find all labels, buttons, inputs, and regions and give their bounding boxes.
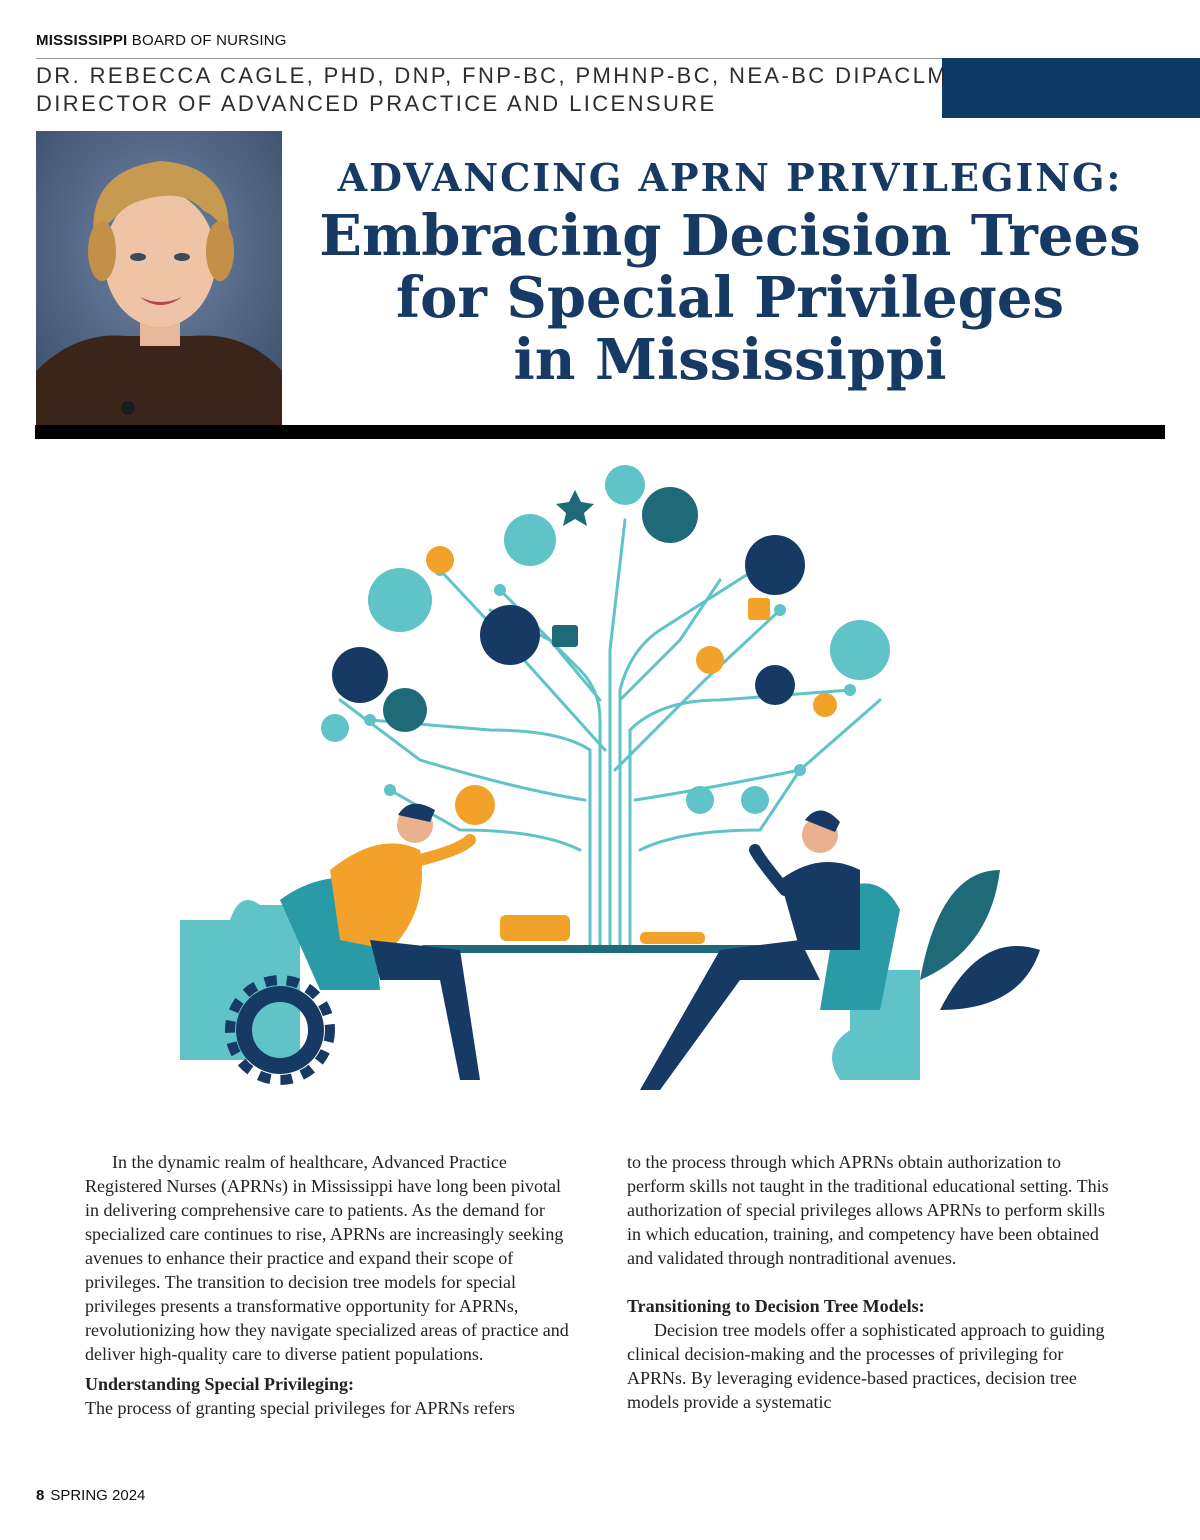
article-title (300, 152, 1160, 393)
byline-rule (36, 58, 942, 59)
heading-transitioning-decision-tree: Transitioning to Decision Tree Models: (627, 1296, 925, 1316)
body-column-2 (627, 1150, 1117, 1414)
issue-label: SPRING 2024 (50, 1487, 146, 1504)
paragraph-intro: In the dynamic realm of healthcare, Advanced Practice Registered Nurses (APRNs) in Mississippi have long been pivotal in delivering comprehensive care to patients. As the demand for specialized care continues to rise, APRNs are increasingly seeking avenues to enhance their practice and expand their scope of privileges. The transition to decision tree models for special privileges presents a transformative opportunity for APRNs, revolutionizing how they navigate specialized areas of practice and deliver high-quality care to diverse patient populations. (85, 1152, 569, 1364)
paragraph-special-privileging-start: The process of granting special privileges for APRNs refers (85, 1398, 515, 1418)
decision-tree-illustration (160, 450, 1060, 1100)
author-byline (36, 62, 948, 118)
header-accent-block (942, 58, 1200, 118)
paragraph-special-privileging-continued: to the process through which APRNs obtain authorization to perform skills not taught in the traditional educational setting. This authorization of special privileges allows APRNs to perform skills in which education, training, and competency have been obtained and validated through nontraditional avenues. (627, 1152, 1109, 1268)
masthead-publication-bold: MISSISSIPPI (36, 32, 128, 49)
title-line-3: in Mississippi (513, 327, 947, 393)
masthead-publication-rest: BOARD OF NURSING (131, 32, 287, 49)
paragraph-decision-tree-models: Decision tree models offer a sophisticated approach to guiding clinical decision-making and the processes of privileging for APRNs. By leveraging evidence-based practices, decision tree models provide a systematic (627, 1320, 1105, 1412)
author-photo (36, 131, 282, 425)
page-footer (36, 1487, 145, 1504)
title-line-2: for Special Privileges (395, 265, 1064, 331)
title-line-1: Embracing Decision Trees (319, 203, 1141, 269)
title-divider-bar (35, 425, 1165, 439)
author-name-credentials: DR. REBECCA CAGLE, PHD, DNP, FNP-BC, PMHNP-BC, NEA-BC DIPACLM (36, 63, 949, 88)
title-kicker: ADVANCING APRN PRIVILEGING: (337, 155, 1123, 200)
heading-understanding-special-privileging: Understanding Special Privileging: (85, 1374, 355, 1394)
page-number: 8 (36, 1487, 45, 1504)
author-title: DIRECTOR OF ADVANCED PRACTICE AND LICENSURE (36, 91, 717, 116)
masthead (36, 32, 287, 49)
body-column-1 (85, 1150, 575, 1420)
